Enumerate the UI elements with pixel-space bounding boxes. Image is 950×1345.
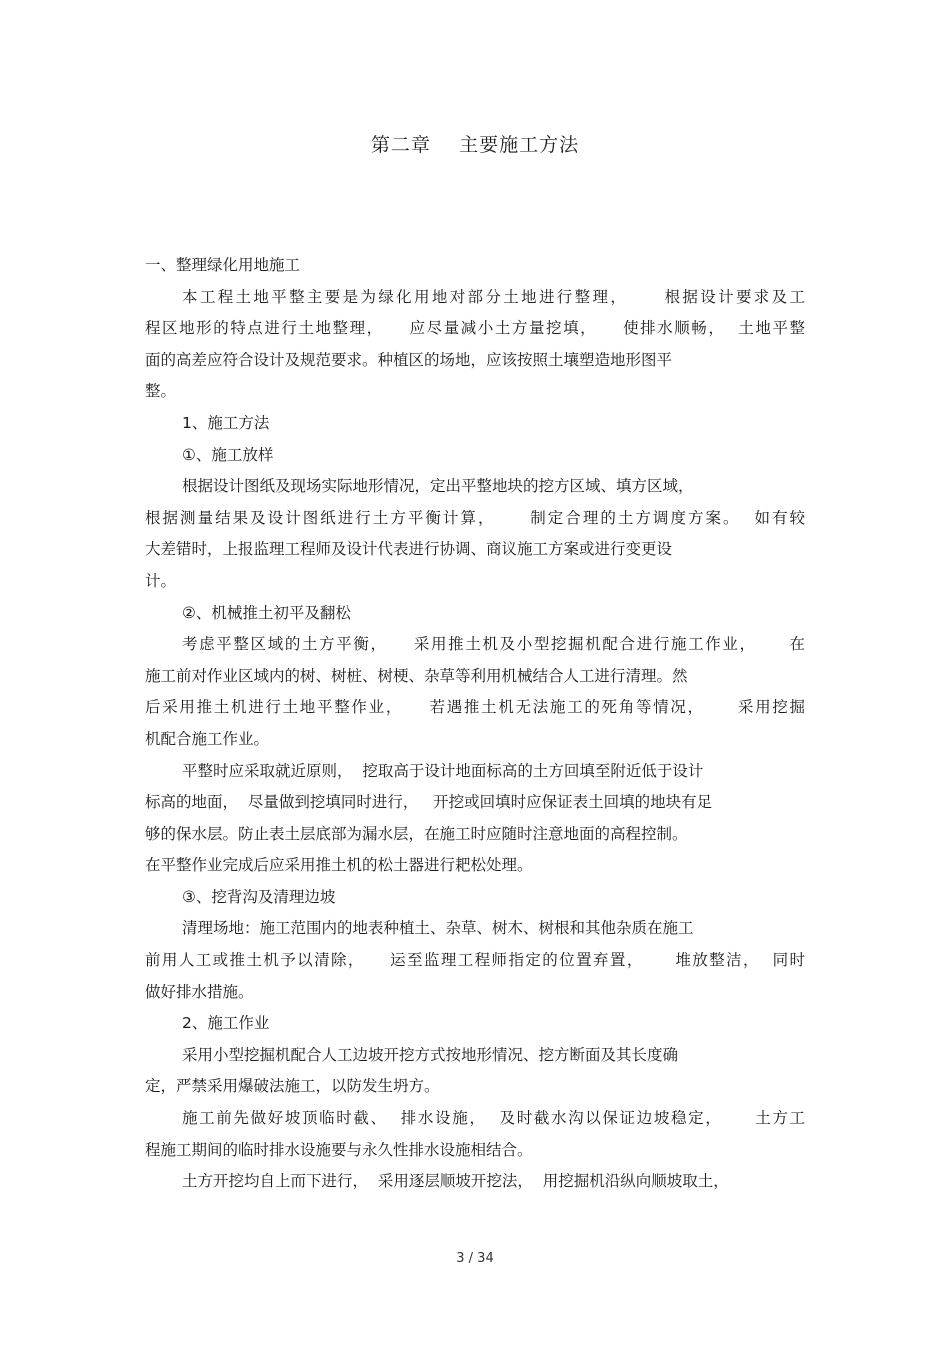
body-text-line: 够的保水层。防止表土层底部为漏水层，在施工时应随时注意地面的高程控制。 [145,824,688,843]
subsection-heading: 1、施工方法 [182,413,270,432]
section-heading: 一、整理绿化用地施工 [145,256,301,274]
body-text-line: 计。 [145,571,177,590]
body-text-line: 施工前对作业区域内的树、树桩、树梗、杂草等利用机械结合人工进行清理。然 [145,666,688,685]
body-text-line: 土方开挖均自上而下进行， 采用逐层顺坡开挖法， 用挖掘机沿纵向顺坡取土， [182,1172,729,1191]
body-text-line: 面的高差应符合设计及规范要求。种植区的场地，应该按照土壤塑造地形图平 [145,350,673,369]
page-title: 第二章 主要施工方法 [370,134,580,156]
page-number: 3 / 34 [456,1251,494,1266]
body-text-line: 定，严禁采用爆破法施工，以防发生坍方。 [145,1077,440,1096]
body-text-line: 本工程土地平整主要是为绿化用地对部分土地进行整理， 根据设计要求及工 [182,287,805,306]
body-text-line: 后采用推土机进行土地平整作业， 若遇推土机无法施工的死角等情况， 采用挖掘 [145,698,805,717]
body-text-line: 程施工期间的临时排水设施要与永久性排水设施相结合。 [145,1140,533,1159]
body-text-line: 根据设计图纸及现场实际地形情况，定出平整地块的挖方区域、填方区域， [182,477,694,496]
body-text-line: 做好排水措施。 [145,982,254,1001]
subsection-heading: ③、挖背沟及清理边坡 [182,887,336,906]
body-text-line: 标高的地面， 尽量做到挖填同时进行， 开挖或回填时应保证表土回填的地块有足 [145,793,713,812]
body-text-line: 清理场地：施工范围内的地表种植土、杂草、树木、树根和其他杂质在施工 [182,919,694,938]
body-text-line: 前用人工或推土机予以清除， 运至监理工程师指定的位置弃置， 堆放整洁， 同时 [145,951,805,970]
subsection-heading: 2、施工作业 [182,1014,270,1033]
body-text-line: 采用小型挖掘机配合人工边坡开挖方式按地形情况、挖方断面及其长度确 [182,1045,679,1064]
subsection-heading: ②、机械推土初平及翻松 [182,603,351,622]
body-text-line: 平整时应采取就近原则， 挖取高于设计地面标高的土方回填至附近低于设计 [182,761,704,780]
subsection-heading: ①、施工放样 [182,445,274,464]
body-text-line: 根据测量结果及设计图纸进行土方平衡计算， 制定合理的土方调度方案。 如有较 [145,508,805,527]
body-text-line: 考虑平整区域的土方平衡， 采用推土机及小型挖掘机配合进行施工作业， 在 [182,635,805,654]
body-text-line: 大差错时，上报监理工程师及设计代表进行协调、商议施工方案或进行变更设 [145,540,673,559]
body-text-line: 程区地形的特点进行土地整理， 应尽量减小土方量挖填， 使排水顺畅， 土地平整 [145,319,805,338]
body-text-line: 施工前先做好坡顶临时截、 排水设施， 及时截水沟以保证边坡稳定， 土方工 [182,1109,805,1128]
document-body [145,250,805,1198]
body-text-line: 在平整作业完成后应采用推土机的松土器进行耙松处理。 [145,856,533,875]
body-text-line: 机配合施工作业。 [145,729,270,748]
body-text-line: 整。 [145,382,177,401]
